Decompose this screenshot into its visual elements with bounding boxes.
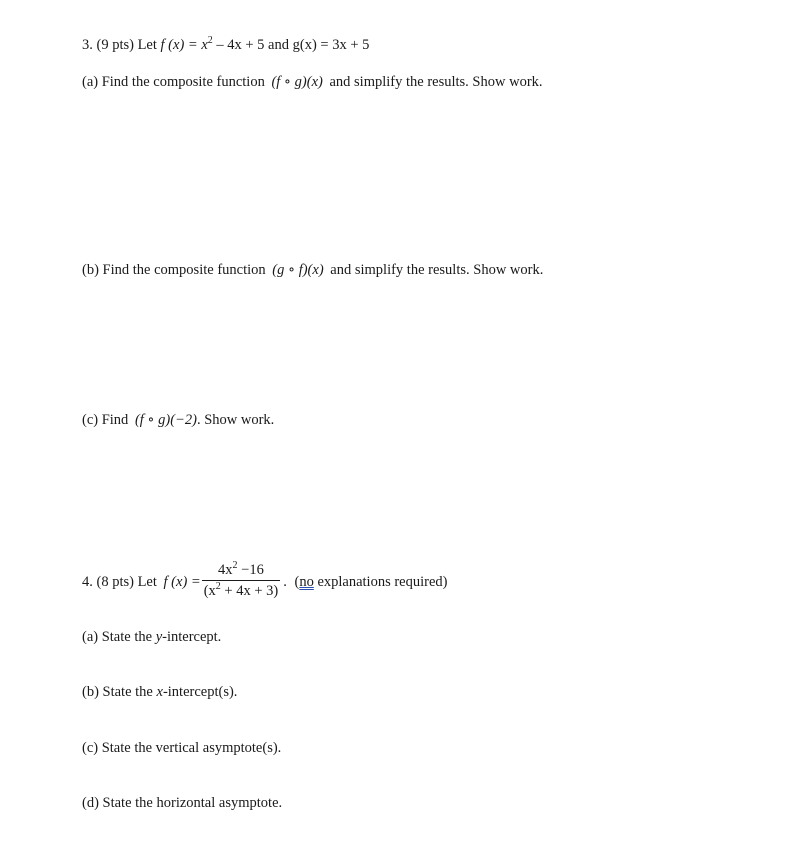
fraction-numerator bbox=[202, 561, 281, 579]
problem-3b-expression: (g ∘ f)(x) bbox=[272, 262, 324, 278]
problem-4a-tail: -intercept. bbox=[162, 629, 222, 645]
problem-3b-lead: (b) Find the composite function bbox=[82, 262, 266, 278]
problem-3c-lead: (c) Find bbox=[82, 412, 129, 428]
f-exponent: 2 bbox=[207, 35, 213, 46]
numerator-constant: −16 bbox=[237, 562, 264, 579]
fraction-denominator bbox=[202, 582, 281, 600]
problem-4-function: f (x) = bbox=[163, 574, 201, 590]
denominator-rest: + 4x + 3) bbox=[220, 583, 279, 600]
problem-4b-variable: x bbox=[156, 684, 163, 700]
problem-3-header bbox=[82, 36, 369, 54]
denominator-term: (x bbox=[203, 583, 216, 600]
problem-4-header bbox=[82, 560, 448, 602]
problem-3b bbox=[82, 261, 543, 279]
problem-4d: (d) State the horizontal asymptote. bbox=[82, 795, 283, 811]
problem-4-note bbox=[294, 574, 447, 590]
problem-3a-expression: (f ∘ g)(x) bbox=[271, 74, 323, 90]
problem-4b-tail: -intercept(s). bbox=[162, 684, 238, 700]
note-open-paren: ( bbox=[294, 574, 300, 590]
problem-3c-expression: (f ∘ g)(−2) bbox=[134, 412, 197, 428]
problem-4b bbox=[82, 683, 237, 701]
note-rest: explanations required) bbox=[313, 574, 448, 590]
problem-3a bbox=[82, 73, 543, 91]
problem-4-lead: 4. (8 pts) Let bbox=[82, 574, 157, 590]
problem-3c-tail: . Show work. bbox=[196, 412, 275, 428]
problem-4c: (c) State the vertical asymptote(s). bbox=[82, 740, 282, 756]
problem-4-period: . bbox=[283, 574, 287, 590]
problem-4b-lead: (b) State the bbox=[82, 684, 157, 700]
problem-3c bbox=[82, 411, 274, 429]
g-definition: g(x) = 3x + 5 bbox=[292, 37, 370, 53]
problem-4a-lead: (a) State the bbox=[82, 629, 156, 645]
problem-3b-tail: and simplify the results. Show work. bbox=[330, 262, 544, 278]
f-definition-rest: – 4x + 5 and bbox=[212, 37, 293, 53]
problem-3a-lead: (a) Find the composite function bbox=[82, 74, 265, 90]
fraction-bar bbox=[202, 580, 281, 581]
numerator-term: 4x bbox=[218, 562, 233, 579]
problem-4a-variable: y bbox=[155, 629, 163, 645]
problem-3-lead: 3. (9 pts) Let bbox=[82, 37, 161, 53]
problem-3a-tail: and simplify the results. Show work. bbox=[329, 74, 543, 90]
denominator-exponent: 2 bbox=[215, 581, 221, 593]
f-definition: f (x) = x bbox=[160, 37, 208, 53]
numerator-exponent: 2 bbox=[232, 560, 238, 572]
problem-4a bbox=[82, 628, 221, 646]
problem-4-fraction bbox=[202, 561, 281, 600]
note-no: no bbox=[299, 574, 314, 590]
